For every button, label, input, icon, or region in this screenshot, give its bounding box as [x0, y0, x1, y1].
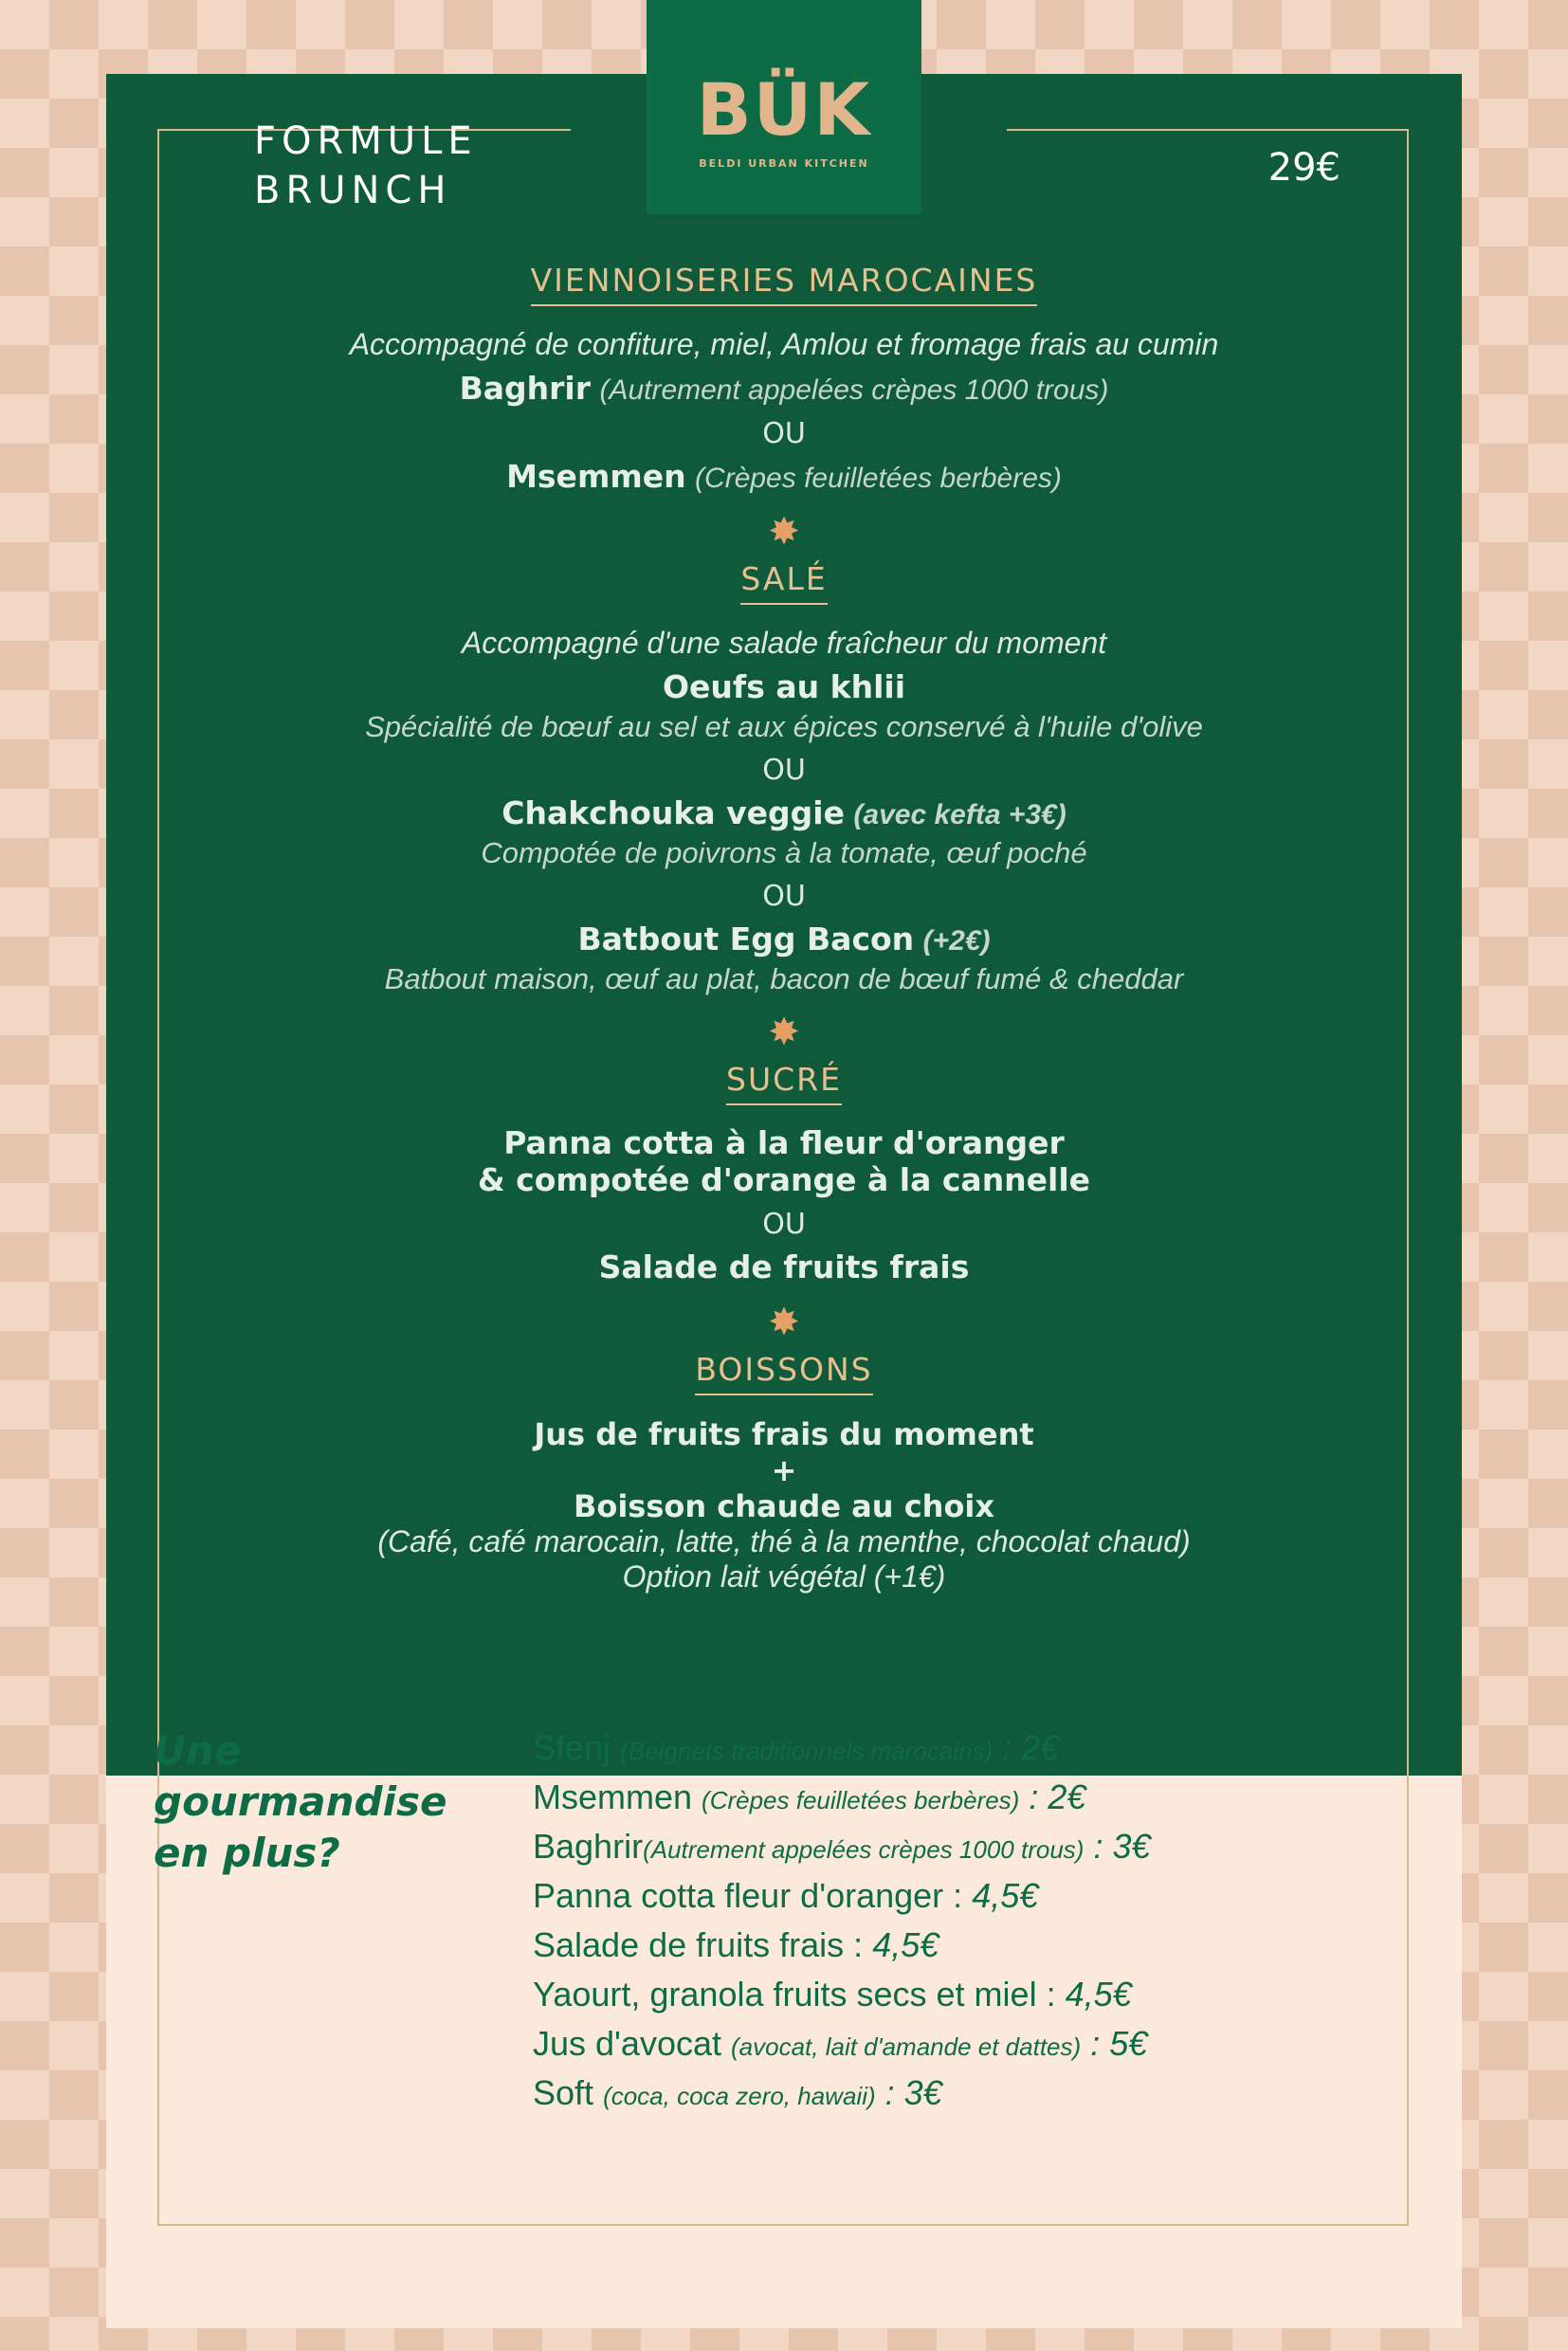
item-name: Msemmen	[506, 458, 686, 495]
extra-price: : 2€	[1002, 1728, 1060, 1767]
extra-name: Baghrir	[533, 1827, 644, 1866]
item-description: Compotée de poivrons à la tomate, œuf poché	[481, 836, 1087, 869]
formule-line2: BRUNCH	[254, 169, 452, 212]
extras-row	[533, 1723, 1151, 1773]
extra-name: Soft	[533, 2073, 594, 2112]
extra-note: (Autrement appelées crèpes 1000 trous)	[643, 1835, 1085, 1864]
item-note: (+2€)	[922, 925, 991, 957]
item-note: (Crèpes feuilletées berbères)	[695, 463, 1062, 494]
extras-title	[154, 1725, 447, 1879]
extra-name: Salade de fruits frais :	[533, 1925, 864, 1964]
menu-item-oeufs	[106, 668, 1462, 706]
extras-title-line1: Une	[154, 1727, 242, 1774]
star-ornament-icon: ✸	[768, 1302, 800, 1343]
extras-row	[533, 1773, 1151, 1822]
menu-item-chakchouka	[106, 794, 1462, 832]
formule-title	[254, 117, 478, 215]
item-name: Salade de fruits frais	[598, 1248, 970, 1285]
extra-note: (coca, coca zero, hawaii)	[603, 2082, 876, 2110]
formule-line1: FORMULE	[254, 119, 478, 163]
extras-title-line2: gourmandise	[154, 1778, 447, 1825]
section-boissons	[106, 1351, 1462, 1595]
section-title: BOISSONS	[695, 1351, 872, 1395]
drink-line: Jus de fruits frais du moment	[534, 1416, 1034, 1452]
extras-row	[533, 1970, 1151, 2019]
item-note: (Autrement appelées crèpes 1000 trous)	[599, 374, 1109, 406]
or-separator: OU	[762, 1208, 806, 1241]
menu-item-batbout	[106, 920, 1462, 958]
item-name-line2: & compotée d'orange à la cannelle	[477, 1161, 1091, 1198]
item-note: (avec kefta +3€)	[853, 799, 1067, 830]
extras-row	[533, 1871, 1151, 1921]
section-title: SUCRÉ	[726, 1061, 842, 1105]
logo-wordmark: BÜK	[696, 67, 872, 152]
drink-plus: +	[771, 1452, 797, 1488]
drink-option-vegetal: Option lait végétal (+1€)	[622, 1559, 946, 1594]
item-name-line1: Panna cotta à la fleur d'oranger	[503, 1124, 1065, 1161]
extra-price: : 2€	[1029, 1777, 1086, 1816]
menu-item-baghrir	[106, 370, 1462, 408]
item-name: Chakchouka veggie	[501, 794, 845, 831]
extra-price: : 3€	[1093, 1827, 1151, 1866]
formule-price: 29€	[1267, 146, 1340, 190]
menu-item-msemmen	[106, 458, 1462, 496]
or-separator: OU	[762, 754, 806, 787]
extras-row	[533, 2069, 1151, 2118]
extra-note: (Beignets traditionnels marocains)	[620, 1737, 994, 1765]
menu-item-panna-cotta	[106, 1124, 1462, 1198]
item-name: Baghrir	[459, 370, 591, 407]
logo-subtitle: BELDI URBAN KITCHEN	[699, 157, 869, 170]
extra-price: : 3€	[884, 2073, 942, 2112]
section-title: VIENNOISERIES MAROCAINES	[531, 262, 1038, 306]
extra-name: Yaourt, granola fruits secs et miel :	[533, 1975, 1056, 2014]
section-title: SALÉ	[740, 560, 827, 605]
menu-content	[106, 262, 1462, 1595]
section-intro: Accompagné d'une salade fraîcheur du moment	[461, 626, 1107, 660]
star-ornament-icon: ✸	[768, 1011, 800, 1053]
item-description: Spécialité de bœuf au sel et aux épices conservé à l'huile d'olive	[365, 710, 1203, 743]
extra-price: 4,5€	[1065, 1975, 1132, 2014]
extra-name: Sfenj	[533, 1728, 611, 1767]
drink-line: Boisson chaude au choix	[573, 1488, 995, 1524]
extra-price: 4,5€	[972, 1876, 1039, 1915]
extras-title-line3: en plus?	[154, 1830, 340, 1876]
section-sucre	[106, 1061, 1462, 1286]
logo	[647, 0, 921, 214]
or-separator: OU	[762, 880, 806, 913]
extra-note: (Crèpes feuilletées berbères)	[702, 1786, 1020, 1814]
extra-name: Panna cotta fleur d'oranger :	[533, 1876, 963, 1915]
extras-list	[533, 1723, 1151, 2118]
section-sale	[106, 560, 1462, 996]
section-viennoiseries	[106, 262, 1462, 496]
item-name: Oeufs au khlii	[662, 668, 906, 705]
extras-row	[533, 2019, 1151, 2069]
extra-price: : 5€	[1090, 2024, 1148, 2063]
extra-note: (avocat, lait d'amande et dattes)	[731, 2032, 1082, 2061]
or-separator: OU	[762, 417, 806, 450]
item-name: Batbout Egg Bacon	[577, 920, 915, 957]
extras-row	[533, 1822, 1151, 1871]
item-description: Batbout maison, œuf au plat, bacon de bœuf fumé & cheddar	[384, 962, 1184, 995]
extra-name: Jus d'avocat	[533, 2024, 721, 2063]
section-intro: Accompagné de confiture, miel, Amlou et fromage frais au cumin	[349, 327, 1219, 361]
drink-options: (Café, café marocain, latte, thé à la menthe, chocolat chaud)	[377, 1524, 1191, 1558]
extra-name: Msemmen	[533, 1777, 693, 1816]
menu-item-salade-fruits	[106, 1248, 1462, 1286]
star-ornament-icon: ✸	[768, 511, 800, 553]
extra-price: 4,5€	[872, 1925, 939, 1964]
extras-row	[533, 1921, 1151, 1970]
